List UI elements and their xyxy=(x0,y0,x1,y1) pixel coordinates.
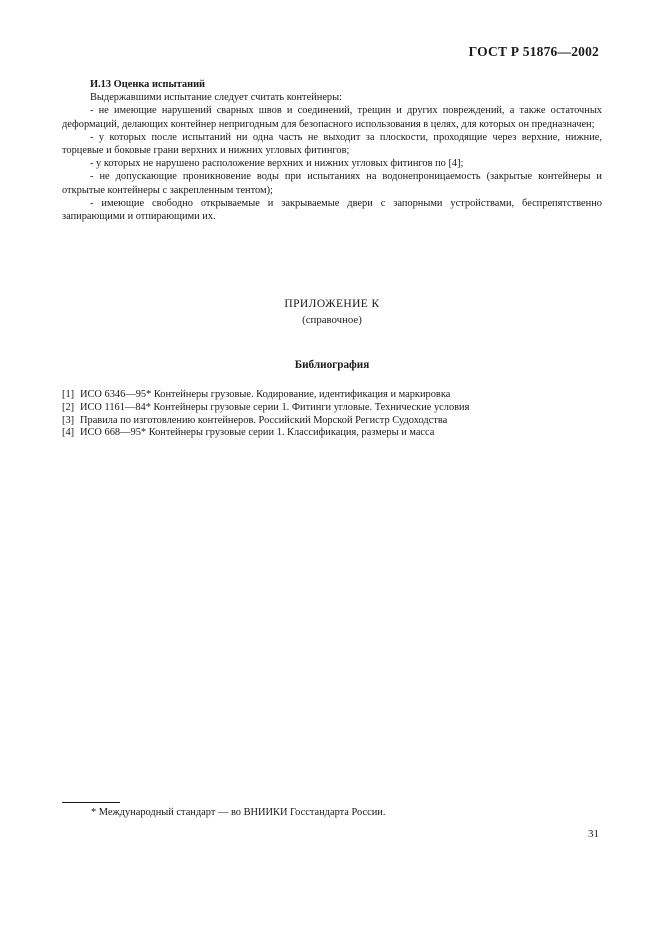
bibliography-entry xyxy=(62,415,602,428)
page-number: 31 xyxy=(588,828,599,840)
criterion-item: - имеющие свободно открываемые и закрываемые двери с запорными устройствами, беспрепятственно запирающими и отпирающими их. xyxy=(62,197,602,223)
bibliography-entry xyxy=(62,402,602,415)
entry-text: ИСО 6346—95* Контейнеры грузовые. Кодирование, идентификация и маркировка xyxy=(80,389,451,400)
document-id: ГОСТ Р 51876—2002 xyxy=(468,44,599,59)
entry-number: [2] xyxy=(62,401,75,413)
section-intro: Выдержавшими испытание следует считать контейнеры: xyxy=(90,92,342,104)
section-i13 xyxy=(62,78,602,223)
criterion-item: - у которых не нарушено расположение верхних и нижних угловых фитингов по [4]; xyxy=(90,158,464,170)
criterion-item: - у которых после испытаний ни одна часть не выходит за плоскости, проходящие через верхние, нижние, торцевые и боковые грани верхних и нижних угловых фитингов; xyxy=(62,131,602,157)
footnote: * Международный стандарт — во ВНИИКИ Госстандарта России. xyxy=(91,807,386,818)
footnote-divider xyxy=(62,802,120,803)
bibliography-list xyxy=(62,389,602,440)
appendix-title: ПРИЛОЖЕНИЕ К xyxy=(284,298,380,310)
entry-number: [3] xyxy=(62,414,75,426)
entry-text: ИСО 1161—84* Контейнеры грузовые серии 1. Фитинги угловые. Технические условия xyxy=(80,401,470,413)
entry-text: Правила по изготовлению контейнеров. Российский Морской Регистр Судоходства xyxy=(80,414,448,426)
bibliography-title: Библиография xyxy=(294,359,370,371)
section-title: И.13 Оценка испытаний xyxy=(90,79,206,90)
criterion-item: - не имеющие нарушений сварных швов и соединений, трещин и других повреждений, а также остаточных деформаций, делающих контейнер непригодным для безопасного использования в целях, для которых он предназначен; xyxy=(62,105,602,130)
appendix-subtitle: (справочное) xyxy=(302,314,362,326)
bibliography-entry xyxy=(62,427,602,440)
entry-number: [1] xyxy=(62,389,75,400)
entry-text: ИСО 668—95* Контейнеры грузовые серии 1. Классификация, размеры и масса xyxy=(80,427,435,439)
criterion-item: - не допускающие проникновение воды при испытаниях на водонепроницаемость (закрытые контейнеры и открытые контейнеры с закрепленным тентом); xyxy=(62,171,602,196)
bibliography-entry xyxy=(62,389,602,402)
entry-number: [4] xyxy=(62,427,75,439)
